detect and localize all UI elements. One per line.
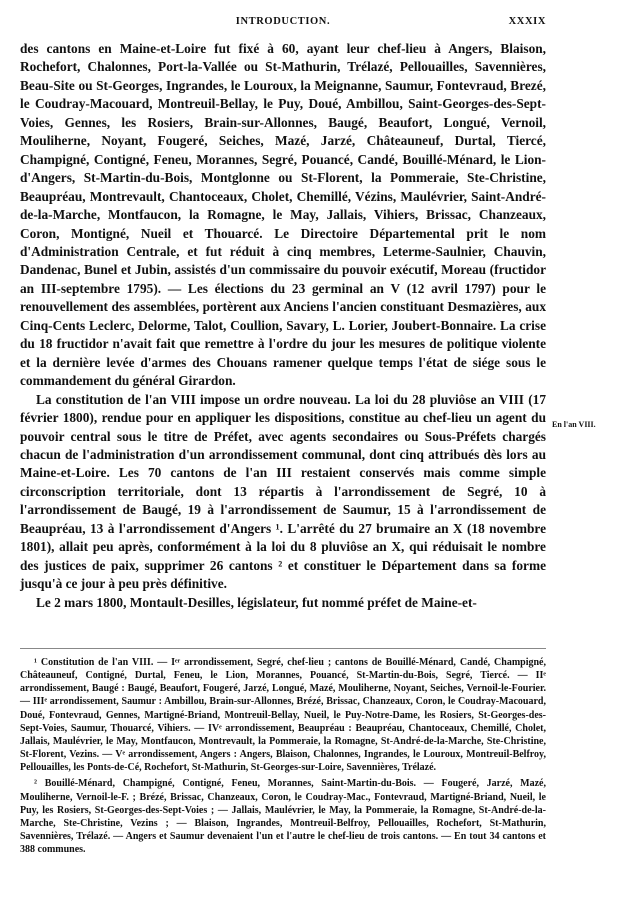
paragraph-prefect: Le 2 mars 1800, Montault-Desilles, législateur, fut nommé préfet de Maine-et- [36, 594, 477, 610]
page-number: XXXIX [508, 16, 546, 27]
paragraph-continuation: des cantons en Maine-et-Loire fut fixé à 60, ayant leur chef-lieu à Angers, Blaison, Rochefort, Chalonnes, Port-la-Vallée ou St-Mathurin, Trélazé, Pellouailles, Savennières, Beau-Site ou St-Georges, Ingrandes, le Louroux, la Meignanne, Saumur, Fontevraud, Brezé, le Coudray-Macouard, Montreuil-Bellay, le Puy, Doué, Ambillou, Saint-Georges-des-Sept-Voies, Gennes, les Rosiers, Brain-sur-Allonnes, Baugé, Beaufort, Longué, Vernoil, Mouliherne, Noyant, Fougeré, Seiches, Mazé, Jarzé, Châteauneuf, Durtal, Tiercé, Champigné, Contigné, Feneu, Morannes, Segré, Pouancé, Candé, Bouillé-Ménard, le Lion-d'Angers, St-Martin-du-Bois, Montglonne ou St-Florent, la Pommeraie, Ste-Christine, Beaupréau, Montrevault, Chantoceaux, Cholet, Chemillé, Vézins, Maulévrier, Saint-André-de-la-Marche, Montfaucon, la Romagne, le May, Jallais, Vihiers, Brissac, Chanzeaux, Coron, Montigné, Nueil et Thouarcé. Le Directoire Départemental prit le nom d'Administration Centrale, et fut réduit à cinq membres, Leterme-Saulnier, Chauvin, Dandenac, Bunel et Jubin, assistés d'un commissaire du pouvoir exécutif, Moreau (fructidor an III-septembre 1795). — Les élections du 23 germinal an V (12 avril 1797) pour le renouvellement des assemblées, portèrent aux Anciens l'ancien constituant Desmazières, aux Cinq-Cents Leclerc, Delorme, Talot, Coullion, Savary, L. Lorier, Joubert-Bonnaire. La crise du 18 fructidor n'avait fait que remettre à l'ordre du jour les mesures de politique violente et la dernière levée d'armes des Chouans ramener quelque temps l'état de siége sous le commandement du général Girardon. [20, 41, 546, 389]
footnote-divider [20, 648, 546, 649]
running-title: INTRODUCTION. [235, 16, 331, 27]
margin-note: En l'an VIII. [552, 420, 596, 429]
footnotes [20, 656, 546, 859]
main-text [20, 40, 546, 612]
paragraph-an-viii: La constitution de l'an VIII impose un ordre nouveau. La loi du 28 pluviôse an VIII (17 février 1800), rendue pour en appliquer les dispositions, constitue au chef-lieu un agent du pouvoir central sous le titre de Préfet, avec agents secondaires ou Sous-Préfets chargés chacun de l'administration d'un arrondissement communal, dont cinq attribués dès lors au Maine-et-Loire. Les 70 cantons de l'an III restaient conservés mais comme simple circonscription territoriale, dont 13 répartis à l'arrondissement de Segré, 10 à l'arrondissement de Baugé, 19 à l'arrondissement de Saumur, 15 à l'arrondissement de Beaupréau, 13 à l'arrondissement d'Angers ¹. L'arrêté du 27 brumaire an X (18 novembre 1801), allait peu après, conformément à la loi du 8 pluviôse an X, qui réduisait le nombre des justices de paix, supprimer 26 cantons ² et constituer le Département dans sa forme jusqu'à ce jour à peu près définitive. [20, 391, 546, 592]
footnote-2: ² Bouillé-Ménard, Champigné, Contigné, Feneu, Morannes, Saint-Martin-du-Bois. — Fougeré, Jarzé, Mazé, Mouliherne, Vernoil-le-F. ; Brézé, Brissac, Chanzeaux, Coron, le Coudray-Mac., Fontevraud, Martigné-Briand, Nueil, le Puy, les Rosiers, St-Georges-des-Sept-Voies ; — Jallais, Maulévrier, le May, la Pommeraie, la Romagne, St-André-de-la-Marche, Ste-Christine, Vezins ; — Blaison, Ingrandes, Montreuil-Belfroy, Pellouailles, Rochefort, St-Mathurin, Savennières, Trélazé. — Angers et Saumur devenaient l'un et l'autre le chef-lieu de trois cantons. — En tout 34 cantons et 388 communes. [20, 778, 546, 856]
footnote-1: ¹ Constitution de l'an VIII. — Iᵉʳ arrondissement, Segré, chef-lieu ; cantons de Bouillé-Ménard, Candé, Champigné, Châteauneuf, Contigné, Durtal, Feneu, le Lion, Morannes, Pouancé, St-Martin-du-Bois, Segré, Tiercé. — IIᵉ arrondissement, Baugé : Baugé, Beaufort, Fougeré, Jarzé, Longué, Mazé, Mouliherne, Noyant, Seiches, Vernoil-le-Fourier. — IIIᵉ arrondissement, Saumur : Ambillou, Brain-sur-Allonnes, Brézé, Brissac, Chanzeaux, Coron, le Coudray-Macouard, Doué, Fontevraud, Gennes, Martigné-Briand, Montreuil-Bellay, Nueil, le Puy-Notre-Dame, les Rosiers, St-Georges-des-Sept-Voies, Saumur, Thouarcé, Vihiers. — IVᵉ arrondissement, Beaupréau : Beaupréau, Chantoceaux, Chemillé, Cholet, Jallais, Maulévrier, le May, Montfaucon, Montrevault, la Pommeraie, la Romagne, St-André-de-la-Marche, Ste-Christine, St-Florent, Vezins. — Vᵉ arrondissement, Angers : Angers, Blaison, Chalonnes, Ingrandes, le Louroux, Montreuil-Belfroy, Pellouailles, les Ponts-de-Cé, Rochefort, St-Mathurin, St-Georges-sur-Loire, Savennières, Trélazé. [20, 657, 546, 774]
running-header [20, 16, 546, 32]
